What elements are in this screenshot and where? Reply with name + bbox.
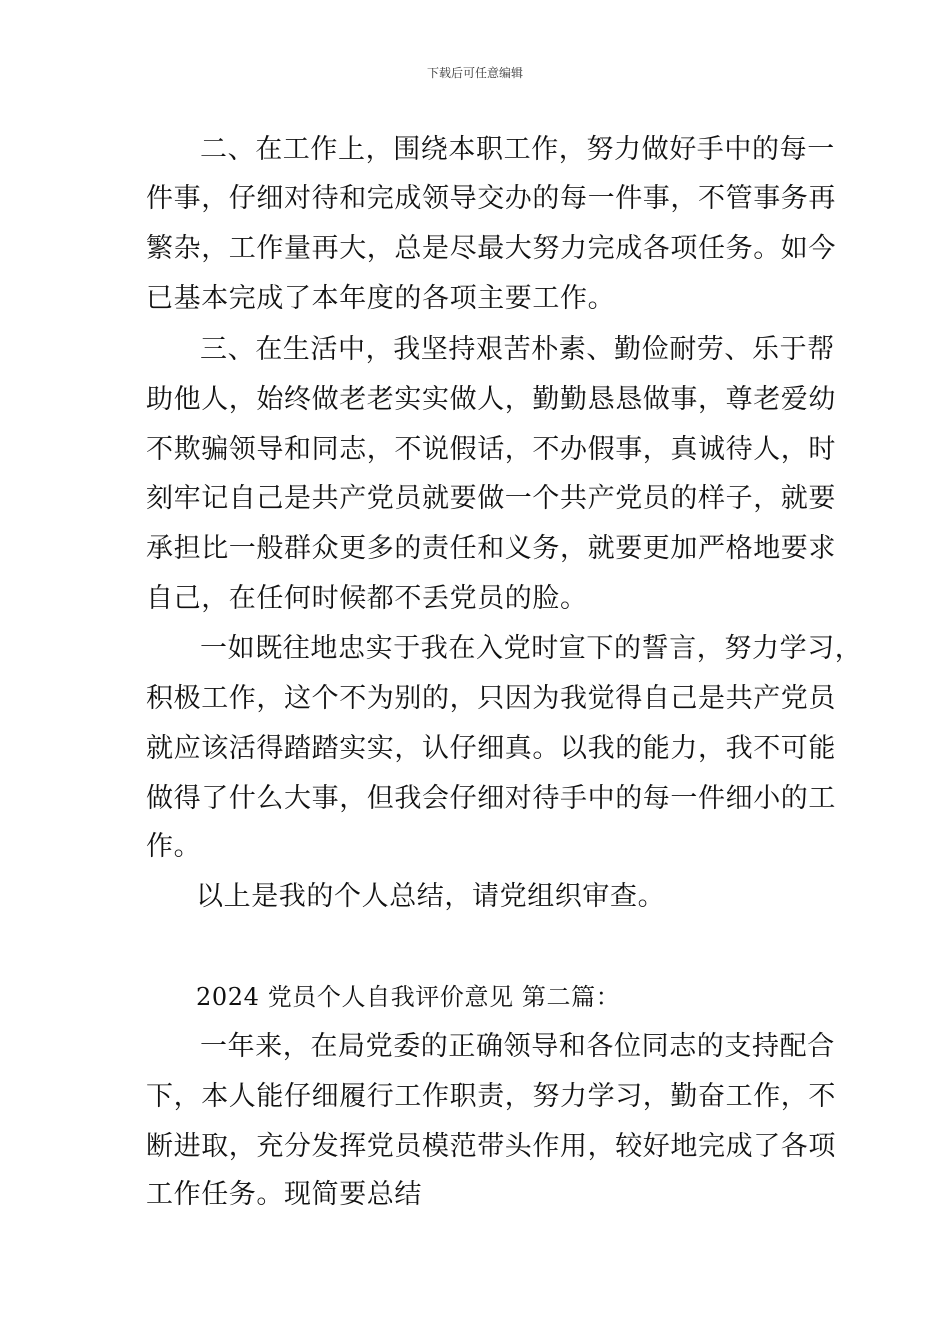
text-line: 二、在工作上，围绕本职工作，努力做好手中的每一: [200, 134, 835, 165]
page-header: 下载后可任意编辑: [426, 66, 523, 80]
text-line: 断进取，充分发挥党员模范带头作用，较好地完成了各项: [146, 1131, 836, 1162]
text-line: 件事，仔细对待和完成领导交办的每一件事，不管事务再: [146, 183, 836, 214]
text-line: 积极工作，这个不为别的，只因为我觉得自己是共产党员: [146, 683, 836, 714]
text-line: 就应该活得踏踏实实，认仔细真。以我的能力，我不可能: [146, 733, 836, 764]
text-line: 作。: [146, 831, 202, 862]
text-line: 承担比一般群众更多的责任和义务，就要更加严格地要求: [146, 533, 836, 564]
text-line: 三、在生活中，我坚持艰苦朴素、勤俭耐劳、乐于帮: [200, 334, 835, 365]
text-line: 繁杂，工作量再大，总是尽最大努力完成各项任务。如今: [146, 233, 836, 264]
text-line: 自己，在任何时候都不丢党员的脸。: [146, 583, 588, 614]
text-line: 以上是我的个人总结，请党组织审查。: [196, 881, 666, 912]
section-heading: 2024 党员个人自我评价意见 第二篇：: [196, 983, 621, 1011]
text-line: 做得了什么大事，但我会仔细对待手中的每一件细小的工: [146, 783, 836, 814]
text-line: 一如既往地忠实于我在入党时宣下的誓言，努力学习，: [200, 633, 863, 664]
text-line: 刻牢记自己是共产党员就要做一个共产党员的样子，就要: [146, 483, 836, 514]
text-line: 下，本人能仔细履行工作职责，努力学习，勤奋工作，不: [146, 1081, 836, 1112]
text-line: 一年来，在局党委的正确领导和各位同志的支持配合: [200, 1031, 835, 1062]
text-line: 工作任务。现简要总结: [146, 1179, 422, 1210]
text-line: 已基本完成了本年度的各项主要工作。: [146, 283, 616, 314]
text-line: 不欺骗领导和同志，不说假话，不办假事，真诚待人，时: [146, 434, 836, 465]
text-line: 助他人，始终做老老实实做人，勤勤恳恳做事，尊老爱幼: [146, 384, 836, 415]
